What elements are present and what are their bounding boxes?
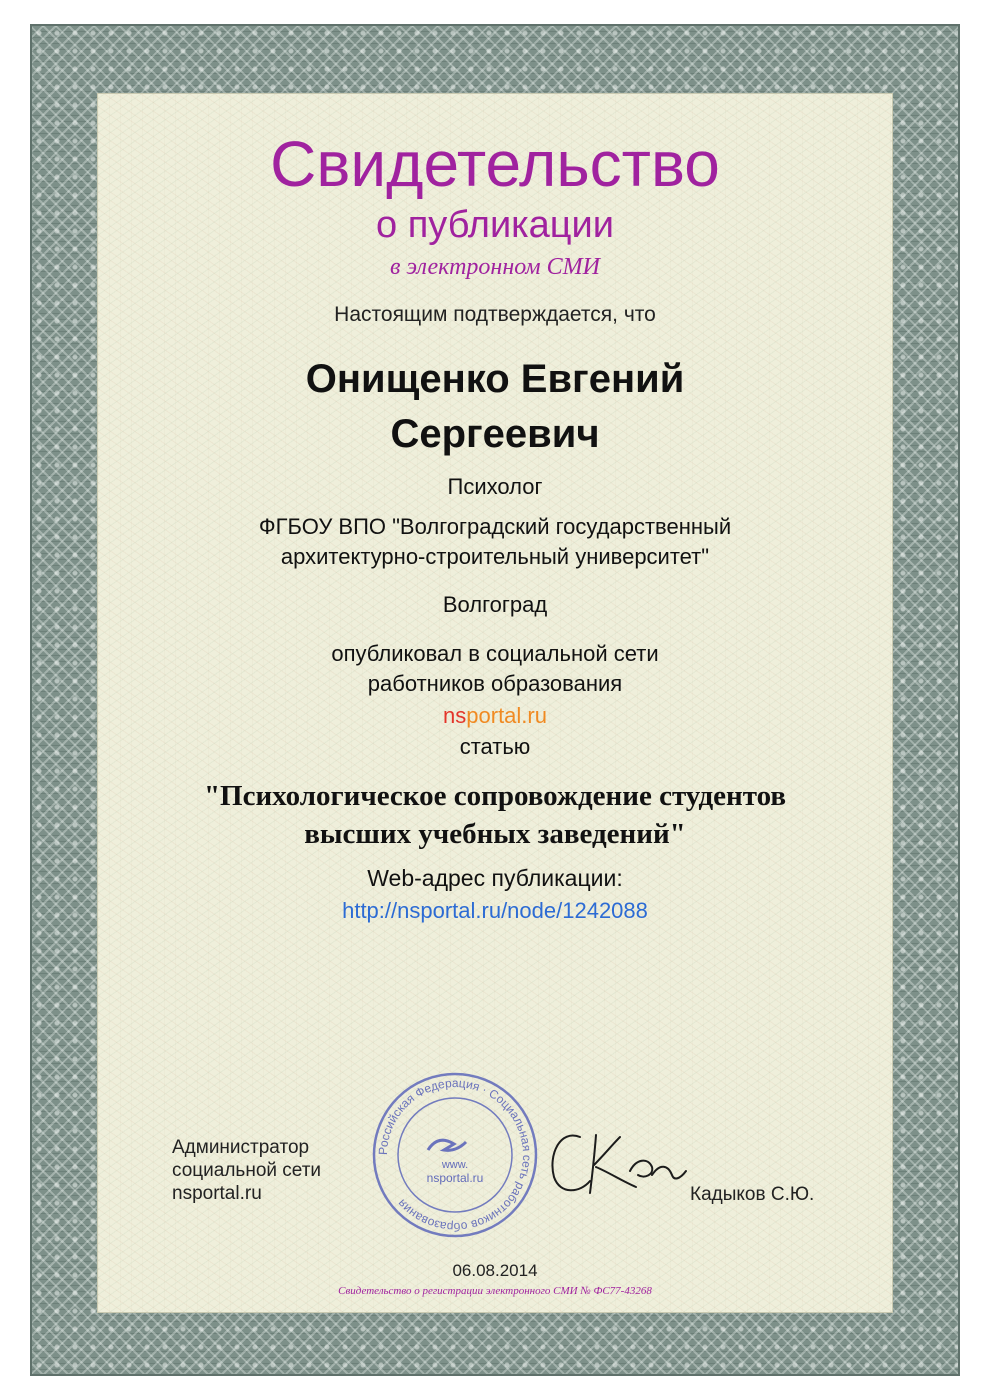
organization-line2: архитектурно-строительный университет" [280, 544, 710, 569]
organization-line1: ФГБОУ ВПО "Волгоградский государственный [258, 514, 732, 539]
recipient-position: Психолог [447, 474, 543, 499]
published-line1: опубликовал в социальной сети [331, 641, 659, 666]
article-title-line1: "Психологическое сопровождение студентов [203, 780, 787, 812]
admin-line2: социальной сети [172, 1160, 322, 1181]
site-name-rest: portal.ru [466, 703, 547, 728]
stamp-ring-text: Российская Федерация · Социальная сеть работников образования [375, 1075, 535, 1235]
recipient-name [0, 352, 990, 462]
admin-block [172, 1136, 321, 1205]
handwritten-signature [540, 1115, 690, 1205]
official-stamp [370, 1070, 540, 1240]
certificate-subtitle: о публикации [376, 204, 614, 246]
media-type: в электронном СМИ [390, 254, 600, 280]
admin-line3: nsportal.ru [172, 1183, 262, 1204]
recipient-name-line1: Онищенко Евгений [305, 357, 685, 401]
svg-text:Российская Федерация · Социаль [376, 1076, 534, 1234]
stamp-site: nsportal.ru [426, 1171, 484, 1185]
article-title [0, 777, 990, 853]
signer-name: Кадыков С.Ю. [690, 1184, 815, 1205]
issue-date: 06.08.2014 [452, 1261, 538, 1280]
published-line2: работников образования [367, 671, 623, 696]
admin-line1: Администратор [172, 1137, 310, 1158]
stamp-emblem-icon [428, 1140, 466, 1150]
site-name [0, 703, 990, 729]
city: Волгоград [442, 592, 548, 617]
stamp-www: www. [441, 1159, 469, 1171]
recipient-name-line2: Сергеевич [390, 412, 600, 456]
article-title-line2: высших учебных заведений" [304, 818, 686, 850]
publication-url-link[interactable]: http://nsportal.ru/node/1242088 [342, 898, 648, 923]
registration-note: Свидетельство о регистрации электронного СМИ № ФС77-43268 [338, 1285, 652, 1297]
confirm-text: Настоящим подтверждается, что [334, 303, 656, 326]
web-address-label: Web-адрес публикации: [367, 865, 623, 891]
site-name-ns: ns [443, 703, 467, 728]
organization [0, 512, 990, 572]
certificate-title: Свидетельство [270, 128, 720, 200]
article-label: статью [459, 734, 531, 759]
published-statement [0, 639, 990, 699]
